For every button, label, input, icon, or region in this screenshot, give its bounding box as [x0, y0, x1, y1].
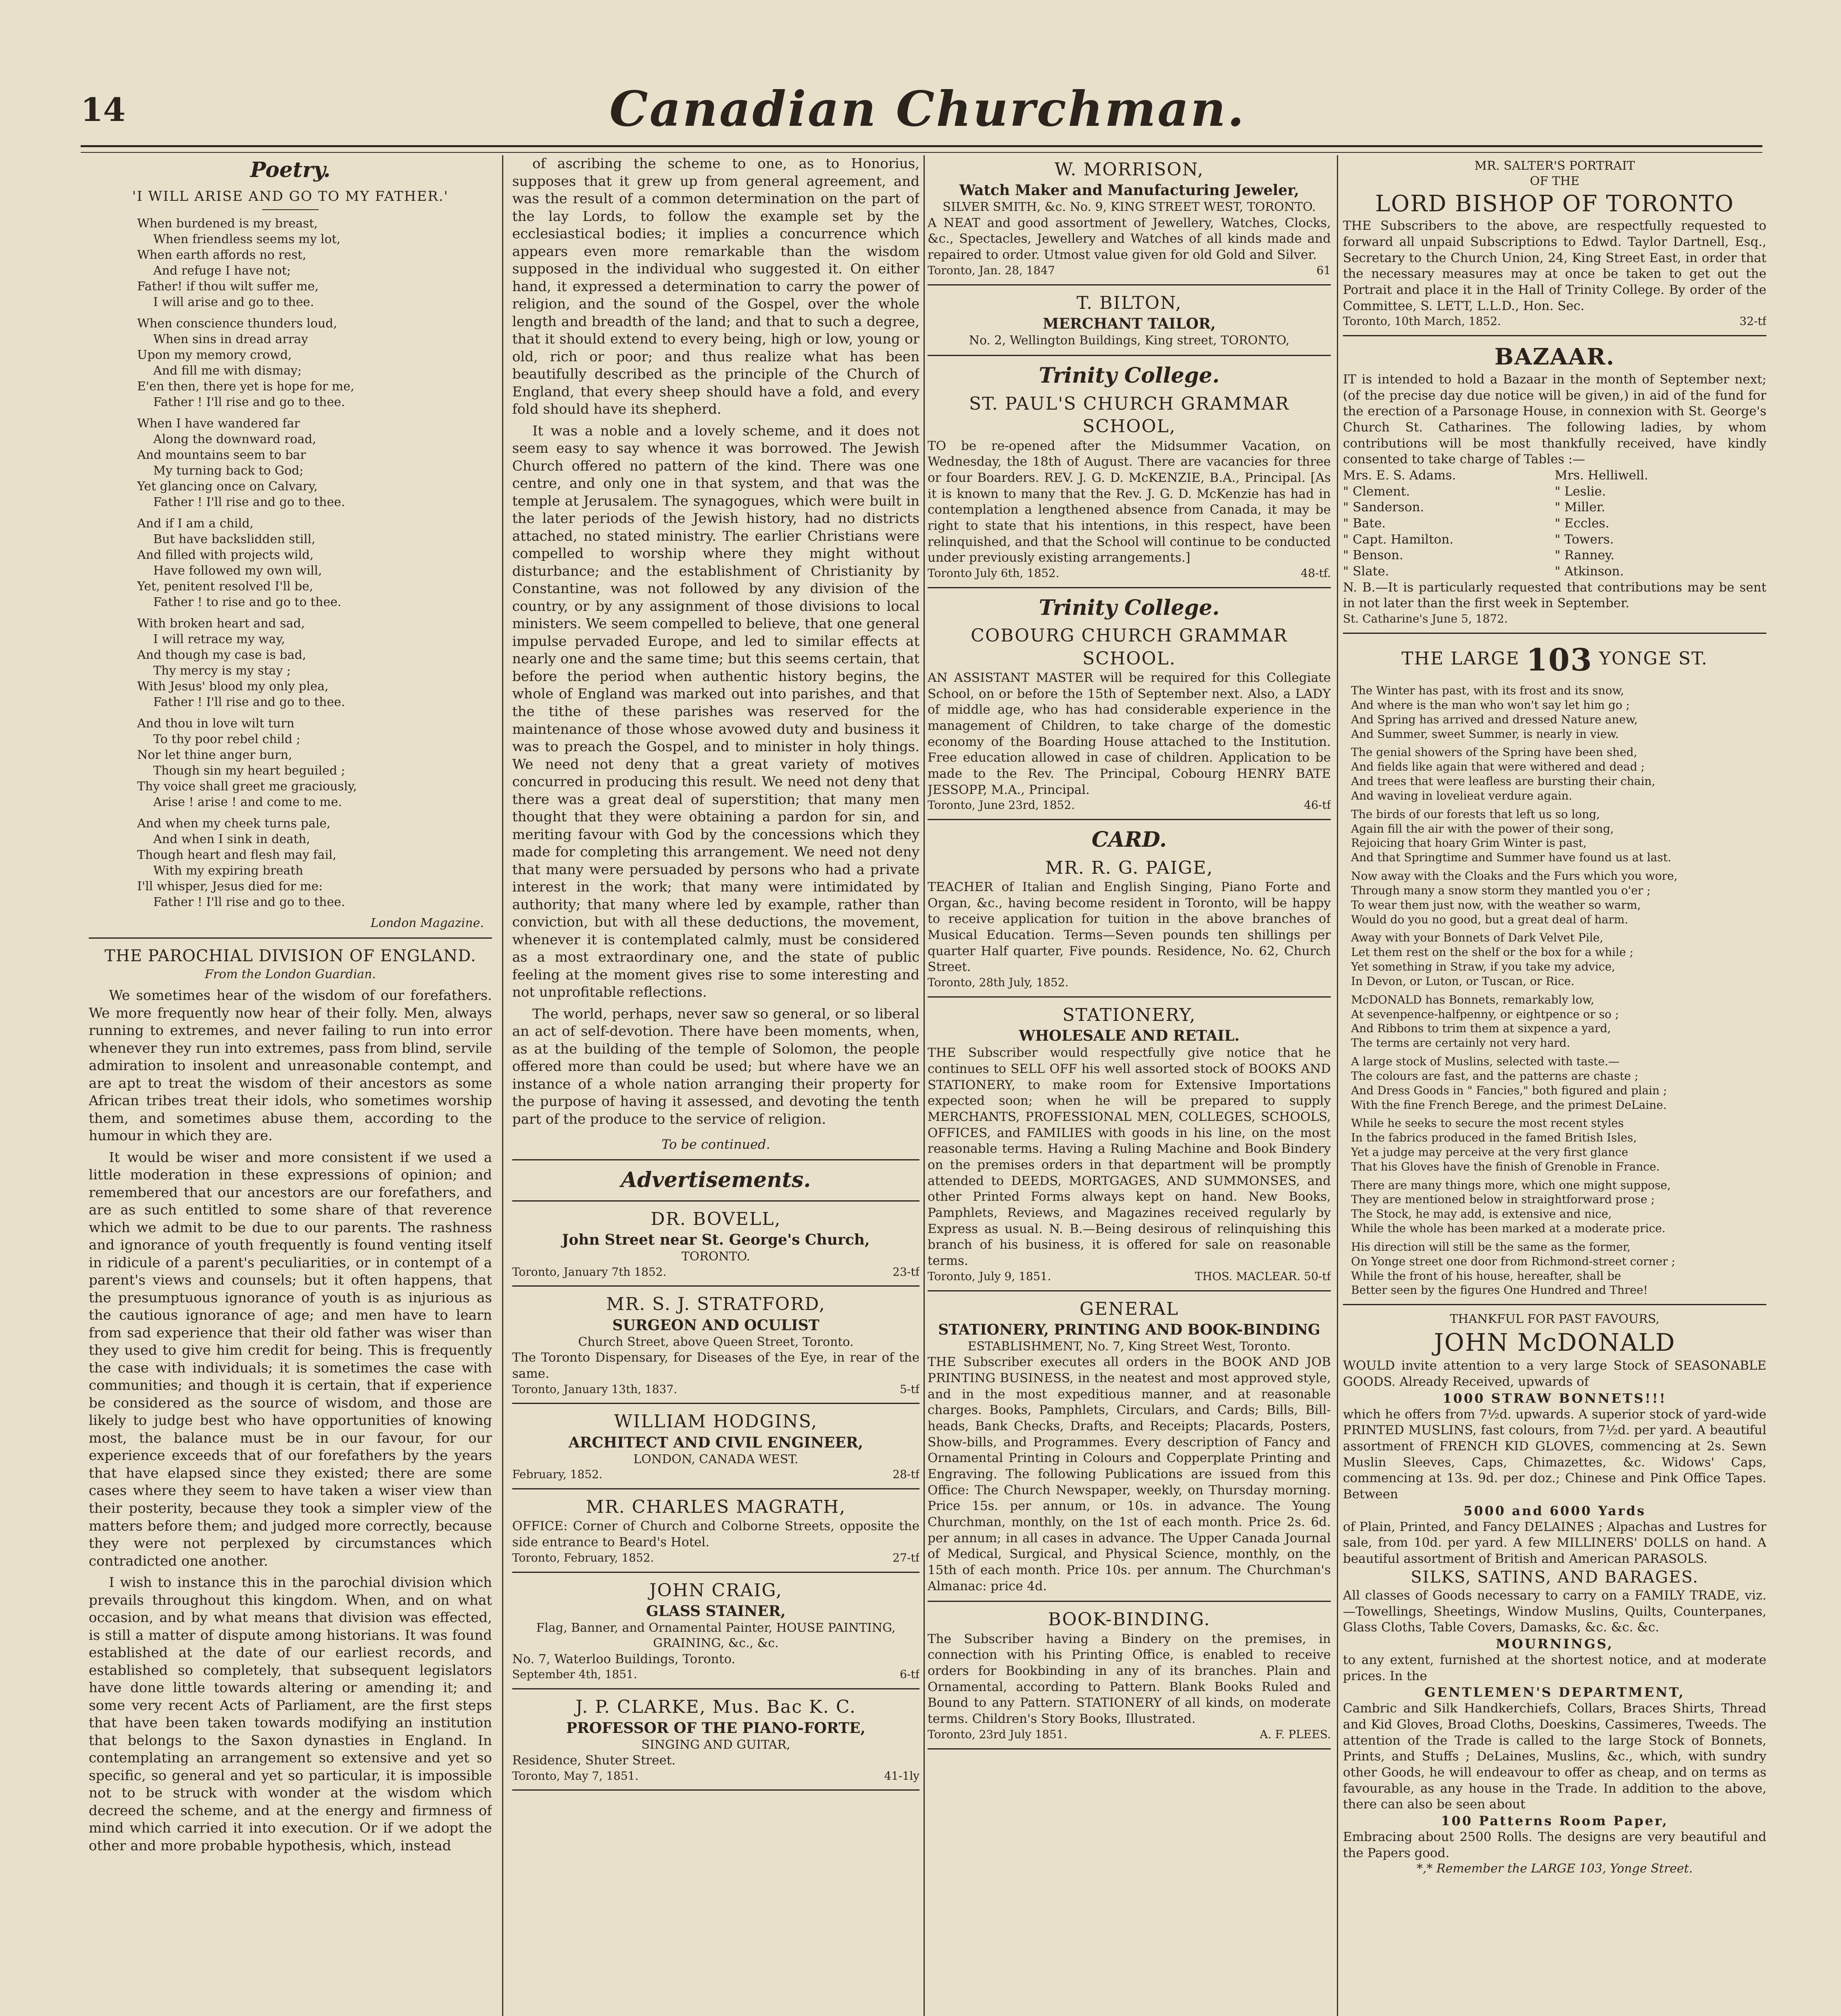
- verse-line: They are mentioned below in straightforward prose ;: [1351, 1193, 1655, 1206]
- verse-line: With the fine French Berege, and the primest DeLaine.: [1351, 1098, 1667, 1112]
- ad-body: Cambric and Silk Handkerchiefs, Collars, Braces Shirts, Thread and Kid Gloves, Broad Cloths, Doeskins, Cassimeres, Tweeds. The attention of the Trade is called to the large Stock of Bonnets, Prints, and Stuffs ; DeLaines, Muslins, &c., which, with sundry other Goods, he will endeavour to offer as cheap, and on terms as favourable, as any house in the Trade. In addition to the above, there can also be seen about: [1343, 1701, 1766, 1812]
- ad-of: OF THE: [1530, 174, 1580, 189]
- poem-line: Thy voice shall greet me graciously,: [137, 779, 357, 794]
- poem-line: With broken heart and sad,: [137, 616, 305, 631]
- ad-body: TEACHER of Italian and English Singing, Piano Forte and Organ, &c., having become resident in Toronto, will be happy to receive application for tuition in the above branches of Musical Education. Terms—Seven pounds ten shillings per quarter Half quarter, Five pounds. Residence, No. 62, Church Street.: [928, 880, 1331, 975]
- ad-date: Toronto, June 23rd, 1852.: [928, 798, 1075, 812]
- verse-stanza: [1351, 683, 1766, 741]
- ad-foot: [512, 1467, 919, 1482]
- verse-stanza: [1351, 1116, 1766, 1174]
- advertisement: [512, 1579, 919, 1682]
- poem-line: Father ! I'll rise and go to thee.: [153, 395, 345, 410]
- advertisement-list: [512, 1208, 919, 1791]
- ad-date: Toronto, 10th March, 1852.: [1343, 314, 1501, 328]
- ladies-list: [1343, 468, 1766, 580]
- divider: [928, 587, 1331, 588]
- column-2: [512, 155, 919, 2016]
- poem-title: 'I WILL ARISE AND GO TO MY FATHER.': [132, 188, 449, 204]
- ad-detail: ESTABLISHMENT, No. 7, King Street West, Toronto.: [967, 1339, 1291, 1354]
- verse-line: And that Springtime and Summer have found us at last.: [1351, 851, 1672, 864]
- ad-pre: THANKFUL FOR PAST FAVOURS,: [1450, 1312, 1660, 1327]
- poem-line: Upon my memory crowd,: [137, 348, 292, 362]
- ad-trinity1: [928, 362, 1331, 580]
- advertisement: [512, 1293, 919, 1396]
- ad-highlight: GENTLEMEN'S DEPARTMENT,: [1424, 1685, 1685, 1700]
- ad-subtitle: ARCHITECT AND CIVIL ENGINEER,: [568, 1434, 863, 1451]
- advertisement: [512, 1208, 919, 1279]
- advertisement: [512, 1410, 919, 1482]
- ad-name: JOHN CRAIG,: [649, 1580, 783, 1601]
- poem-line: Father ! I'll rise and go to thee.: [153, 695, 345, 710]
- ad-mcdonald: [1343, 1312, 1766, 1876]
- ad-foot: [928, 798, 1331, 812]
- poem-line: When sins in dread array: [153, 332, 308, 347]
- poem-line: And though my case is bad,: [137, 648, 306, 662]
- poem-stanza: [137, 316, 492, 410]
- ad-morrison: [928, 158, 1331, 278]
- ad-name: JOHN McDONALD: [1434, 1328, 1676, 1357]
- verse-line: The Winter has past, with its frost and its snow,: [1351, 684, 1624, 698]
- ad-ref: 46-tf: [1304, 798, 1331, 812]
- ad-subtitle: MERCHANT TAILOR,: [1042, 315, 1216, 332]
- ad-date: Toronto, February, 1852.: [512, 1551, 654, 1564]
- poem-stanza: [137, 716, 492, 810]
- ad-name: J. P. CLARKE, Mus. Bac K. C.: [575, 1697, 856, 1718]
- poem-line: I will arise and go to thee.: [153, 295, 314, 310]
- ladies-right: [1555, 468, 1766, 580]
- ad-ref: 23-tf: [892, 1265, 919, 1279]
- lady-name: " Towers.: [1555, 532, 1614, 547]
- poetry-heading: Poetry.: [250, 158, 331, 182]
- verse-line: Better seen by the figures One Hundred and Three!: [1351, 1283, 1648, 1297]
- divider: [1343, 633, 1766, 634]
- verse-line: Now away with the Cloaks and the Furs which you wore,: [1351, 869, 1678, 883]
- column-3: [928, 155, 1331, 2016]
- poem-line: When I have wandered far: [137, 417, 300, 431]
- verse-line: And trees that were leafless are bursting their chain,: [1351, 775, 1655, 788]
- ad-ref: 32-tf: [1739, 314, 1766, 328]
- poem-line: With Jesus' blood my only plea,: [137, 679, 329, 694]
- yonge-number: 103: [1526, 641, 1593, 678]
- poem-line: Along the downward road,: [153, 432, 316, 447]
- verse-line: A large stock of Muslins, selected with taste.—: [1351, 1055, 1620, 1068]
- article-body-continued: [512, 155, 919, 1128]
- poem-line: And mountains seem to bar: [137, 448, 306, 462]
- advertisement: [512, 1496, 919, 1565]
- verse-line: And waving in lovelieat verdure again.: [1351, 789, 1572, 802]
- verse-stanza: [1351, 807, 1766, 865]
- ad-name: GENERAL: [1079, 1298, 1179, 1319]
- lady-name: Mrs. Helliwell.: [1555, 468, 1648, 483]
- divider: [512, 1572, 919, 1573]
- poem-stanza: [137, 816, 492, 910]
- divider: [512, 1285, 919, 1287]
- ad-ref: 61: [1316, 263, 1331, 277]
- poem-line: And if I am a child,: [137, 516, 254, 531]
- lady-name: " Bate.: [1343, 516, 1386, 531]
- poem-stanza: [137, 416, 492, 510]
- divider: [512, 1403, 919, 1404]
- ad-name: BAZAAR.: [1494, 344, 1615, 371]
- ad-name: STATIONERY,: [1062, 1004, 1196, 1025]
- article-paragraph: It would be wiser and more consistent if we used a little moderation in these expressions of opinion; and remembered that our ancestors are our forefathers, and are as such entitled to some share of that reverence which we admit to be due to our parents. The rashness and ignorance of youth frequently is found venting itself in ridicule of a parent's peculiarities, or in contempt of a parent's views and counsels; but it often happens, that the presumptuous ignorance of youth is as injurious as the cautious ignorance of age; and men have to learn from sad experience that their old father was wiser than they used to give him credit for being. This is frequently the case with individuals; it is sometimes the case with communities; and though it is certain, that if experience be considered as the source of wisdom, and those are likely to judge best who have opportunities of knowing most, the balance must be in our favour, for our experience exceeds that of our forefathers by the years that have elapsed since they existed; there are some cases where they seem to have taken a wiser view than their posterity, because they took a simpler view of the matters before them; and judged more correctly, because they were not perplexed by circumstances which contradicted one another.: [89, 1149, 492, 1569]
- divider: [512, 1159, 919, 1160]
- poem-line: Though heart and flesh may fail,: [137, 848, 337, 862]
- verse-line: In Devon, or Luton, or Tuscan, or Rice.: [1351, 974, 1574, 988]
- divider: [928, 996, 1331, 998]
- verse-line: While he seeks to secure the most recent styles: [1351, 1116, 1624, 1130]
- ad-ref: 41-1ly: [884, 1769, 919, 1783]
- ad-name: W. MORRISON,: [1054, 159, 1204, 180]
- ad-body: Residence, Shuter Street.: [512, 1753, 676, 1768]
- ad-binding: [928, 1608, 1331, 1741]
- poem-line: And when my cheek turns pale,: [137, 816, 331, 831]
- article-paragraph: The world, perhaps, never saw so general, or so liberal an act of self-devotion. There have been moments, when, as at the building of the temple of Solomon, the people offered more than could be used; but where have we an instance of a whole nation arranging their property for the purpose of having it assessed, and devoting the tenth part of the produce to the service of religion.: [512, 1006, 919, 1127]
- lady-name: " Benson.: [1343, 548, 1403, 563]
- ad-body: The Subscriber having a Bindery on the premises, in connection with his Printing Office, is enabled to receive orders for Bookbinding in any of its branches. Plain and Ornamental, according to Pattern. Blank Books Ruled and Bound to any Pattern. STATIONERY of all kinds, on moderate terms. Children's Story Books, Illustrated.: [928, 1631, 1331, 1727]
- ad-name: MR. R. G. PAIGE,: [1045, 857, 1213, 878]
- article-source: From the London Guardian.: [204, 967, 376, 981]
- verse-line: Let them rest on the shelf or the box for a while ;: [1351, 946, 1634, 959]
- divider: [928, 1748, 1331, 1749]
- poem-line: And when I sink in death,: [153, 832, 310, 847]
- advertisements-heading: Advertisements.: [621, 1168, 811, 1193]
- article-paragraph: I wish to instance this in the parochial division which prevails throughout this kingdom. When, and on what occasion, and by what means that division was effected, is still a matter of dispute among historians. It was found established at the date of our earliest records, and established so completely, that subsequent legislators have done little towards altering or amending it; and some very recent Acts of Parliament, are the first steps that have been taken towards modifying an institution that belongs to the Saxon dynasties in England. In contemplating an arrangement so extensive and yet so specific, so general and yet so particular, it is impossible not to be struck with wonder at the wisdom which decreed the scheme, and at the energy and firmness of mind which carried it into execution. Or if we adopt the other and more probable hypothesis, which, instead: [89, 1574, 492, 1854]
- yonge-post: YONGE ST.: [1599, 648, 1708, 669]
- advertisement: [512, 1696, 919, 1783]
- verse-line: At sevenpence-halfpenny, or eightpence or so ;: [1351, 1007, 1619, 1021]
- ad-foot: [928, 1269, 1331, 1284]
- ad-date: Toronto, 28th July, 1852.: [928, 976, 1069, 989]
- poem-line: I'll whisper, Jesus died for me:: [137, 879, 323, 894]
- ad-date: September 4th, 1851.: [512, 1668, 637, 1681]
- ad-name: MR. CHARLES MAGRATH,: [586, 1497, 846, 1518]
- poem-line: Yet glancing once on Calvary,: [137, 479, 318, 494]
- verse-line: Through many a snow storm they mantled you o'er ;: [1351, 883, 1651, 897]
- poem-line: Father! if thou wilt suffer me,: [137, 279, 319, 294]
- ad-highlight: SILKS, SATINS, AND BARAGES.: [1411, 1568, 1699, 1587]
- ad-detail: No. 2, Wellington Buildings, King street, TORONTO,: [969, 333, 1290, 348]
- ad-note: N. B.—It is particularly requested that contributions may be sent in not later than the first week in September.: [1343, 580, 1766, 611]
- column-4: [1343, 155, 1766, 2016]
- ad-highlight: 5000 and 6000 Yards: [1463, 1503, 1646, 1518]
- lady-name: " Sanderson.: [1343, 500, 1424, 515]
- verse-stanza: [1351, 931, 1766, 988]
- poem-line: My turning back to God;: [153, 464, 304, 478]
- ad-date: Toronto July 6th, 1852.: [928, 566, 1059, 580]
- poem-line: Father ! I'll rise and go to thee.: [153, 495, 345, 510]
- lady-name: " Slate.: [1343, 564, 1389, 579]
- verse-stanza: [1351, 1178, 1766, 1236]
- lady-name: " Clement.: [1343, 484, 1410, 499]
- ad-date: St. Catharine's June 5, 1872.: [1343, 612, 1508, 626]
- ad-name: DR. BOVELL,: [651, 1208, 781, 1229]
- divider: [89, 937, 492, 939]
- yonge-pre: THE LARGE: [1401, 648, 1520, 669]
- page-number: 14: [81, 91, 126, 129]
- article-title: THE PAROCHIAL DIVISION OF ENGLAND.: [104, 947, 476, 966]
- ad-body: IT is intended to hold a Bazaar in the month of September next; (of the precise day due notice will be given,) in aid of the fund for the erection of a Parsonage House, in connexion with St. George's Church St. Catharines. The following ladies, by whom contributions will be most thankfully received, have kindly consented to take charge of Tables :—: [1343, 372, 1766, 467]
- divider: [928, 284, 1331, 285]
- ad-ref: 48-tf.: [1301, 566, 1331, 580]
- ad-subtitle: Watch Maker and Manufacturing Jeweler,: [959, 182, 1299, 199]
- verse-line: Yet a judge may perceive at the very first glance: [1351, 1145, 1628, 1159]
- poem-line: Arise ! arise ! and come to me.: [153, 795, 342, 810]
- ad-name: WILLIAM HODGINS,: [614, 1411, 818, 1432]
- poem-line: E'en then, there yet is hope for me,: [137, 379, 354, 394]
- ad-date: Toronto, July 9, 1851.: [928, 1269, 1051, 1283]
- poem-line: With my expiring breath: [153, 864, 303, 878]
- verse-line: Would do you no good, but a great deal of harm.: [1351, 912, 1628, 926]
- verse-line: And Ribbons to trim them at sixpence a yard,: [1351, 1022, 1611, 1035]
- verse-line: There are many things more, which one might suppose,: [1351, 1178, 1671, 1192]
- ad-name: BOOK-BINDING.: [1048, 1609, 1211, 1630]
- divider: [512, 1688, 919, 1689]
- verse-line: McDONALD has Bonnets, remarkably low,: [1351, 993, 1595, 1006]
- divider: [928, 1601, 1331, 1602]
- verse-line: That his Gloves have the finish of Grenoble in France.: [1351, 1160, 1660, 1173]
- ad-heading: Trinity College.: [1038, 363, 1220, 388]
- column-divider: [924, 155, 925, 2016]
- poem-line: And fill me with dismay;: [153, 364, 302, 378]
- article-paragraph: We sometimes hear of the wisdom of our forefathers. We more frequently now hear of their folly. Men, always running to extremes, and never failing to run into error whenever they run into extremes, pass from blind, servile admiration to insolent and unreasonable contempt, and are apt to treat the wisdom of their ancestors as some African tribes treat their idols, who sometimes worship them, and sometimes abuse them, according to the humour in which they are.: [89, 987, 492, 1144]
- article-paragraph: It was a noble and a lovely scheme, and it does not seem easy to say whence it was borrowed. The Jewish Church offered no pattern of the kind. There was one centre, and only one in that system, and that was the temple at Jerusalem. The synagogues, which were built in the later periods of the Jewish history, had no districts attached, no stated ministry. The earlier Christians were compelled to worship where they might without disturbance; and the establishment of Christianity by Constantine, was not followed by any division of the country, or by any assignment of those divisions to local ministers. We seem compelled to believe, that one general impulse pervaded Europe, and led to similar effects at nearly one and the same time; but this seems certain, that before the period when authentic history begins, the whole of England was marked out into parishes, and that the tithe of these parishes was reserved for the maintenance of those whose avowed duty and business it was to preach the Gospel, and to minister in holy things. We need not deny that a great variety of motives concurred in producing this result. We need not deny that there was a great deal of superstition; that many men thought that they were obtaining a pardon for sin, and meriting favour with God by the concessions which they made for completing this arrangement. We need not deny that many were persuaded by persons who had a private interest in the work; that many were intimidated by authority; that many where led by example, rather than conviction, but with all these deductions, the movement, whenever it is contemplated calmly, must be considered as a most extraordinary one, and the state of public feeling at the moment gives rise to some interesting and not unprofitable reflections.: [512, 423, 919, 1001]
- lady-name: " Leslie.: [1555, 484, 1606, 499]
- ad-subtitle: PROFESSOR OF THE PIANO-FORTE,: [566, 1719, 865, 1737]
- poem-line: Have followed my own will,: [153, 564, 322, 578]
- poem-line: Nor let thine anger burn,: [137, 748, 292, 762]
- ad-salter-portrait: [1343, 158, 1766, 329]
- masthead: [81, 81, 1774, 149]
- lady-name: " Atkinson.: [1555, 564, 1624, 579]
- divider: [1343, 335, 1766, 336]
- ad-ref: 6-tf: [900, 1668, 919, 1681]
- verse-line: On Yonge street one door from Richmond-street corner ;: [1351, 1254, 1675, 1268]
- divider: [928, 819, 1331, 820]
- poem-line: Yet, penitent resolved I'll be,: [137, 579, 313, 594]
- verse-line: To wear them just now, with the weather so warm,: [1351, 898, 1641, 912]
- verse-line: And fields like again that were withered and dead ;: [1351, 760, 1645, 774]
- poem-line: And filled with projects wild,: [137, 548, 314, 562]
- ad-body: of Plain, Printed, and Fancy DELAINES ; Alpachas and Lustres for sale, from 10d. per yard. A few MILLINERS' DOLLS on hand. A beautiful assortment of British and American PARASOLS.: [1343, 1519, 1766, 1566]
- ad-yonge-street: [1343, 640, 1766, 1297]
- lady-name: " Capt. Hamilton.: [1343, 532, 1454, 547]
- verse-line: While the whole has been marked at a moderate price.: [1351, 1222, 1666, 1235]
- ad-body: THE Subscriber would respectfully give notice that he continues to SELL OFF his well assorted stock of BOOKS AND STATIONERY, to make room for Extensive Importations expected soon; when he will be prepared to supply MERCHANTS, PROFESSIONAL MEN, COLLEGES, SCHOOLS, OFFICES, and FAMILIES with goods in his line, on the most reasonable terms. Having a Ruling Machine and Book Bindery on the premises orders in that department will be promptly attended to DEEDS, MORTGAGES, AND SUMMONSES, and other Printed Forms always kept on hand. New Books, Pamphlets, Reviews, and Magazines received regularly by Express as usual. N. B.—Being desirous of relinquishing this branch of his business, it is offered for sale on reasonable terms.: [928, 1045, 1331, 1268]
- ad-body: to any extent, furnished at the shortest notice, and at moderate prices. In the: [1343, 1652, 1766, 1683]
- poem-line: Father ! I'll rise and go to thee.: [153, 895, 345, 910]
- poem-stanza: [137, 616, 492, 710]
- verse-line: Away with your Bonnets of Dark Velvet Pile,: [1351, 931, 1603, 945]
- article-body: [89, 987, 492, 1855]
- ad-subtitle: STATIONERY, PRINTING AND BOOK-BINDING: [938, 1321, 1320, 1338]
- ad-body: WOULD invite attention to a very large Stock of SEASONABLE GOODS. Already Received, upwards of: [1343, 1358, 1766, 1389]
- verse-line: The Stock, he may add, is extensive and nice,: [1351, 1207, 1612, 1221]
- poem-line: And thou in love wilt turn: [137, 716, 294, 731]
- verse-line: Again fill the air with the power of their song,: [1351, 822, 1614, 835]
- ad-pre: MR. SALTER'S PORTRAIT: [1474, 159, 1635, 173]
- ad-subtitle: SURGEON AND OCULIST: [612, 1316, 819, 1334]
- ad-name: LORD BISHOP OF TORONTO: [1375, 190, 1734, 217]
- ad-body: THE Subscriber executes all orders in the BOOK AND JOB PRINTING BUSINESS, in the neatest and most approved style, and in the most expeditious manner, and at reasonable charges. Books, Pamphlets, Circulars, and Cards; Bills, Bill-heads, Bank Checks, Drafts, and Receipts; Placards, Posters, Show-bills, and Programmes. Every description of Fancy and Ornamental Printing in Colours and Copperplate Printing and Engraving. The following Publications are issued from this Office: The Church Newspaper, weekly, on Thursday morning. Price 15s. per annum, or 10s. in advance. The Young Churchman, monthly, on the 1st of each month. Price 2s. 6d. per annum; in all cases in advance. The Upper Canada Journal of Medical, Surgical, and Physical Science, monthly, on the 15th of each month. Price 10s. per annum. The Churchman's Almanac: price 4d.: [928, 1355, 1331, 1593]
- lady-name: " Miller.: [1555, 500, 1605, 515]
- ad-ref: THOS. MACLEAR. 50-tf: [1195, 1269, 1331, 1283]
- lady-name: " Eccles.: [1555, 516, 1610, 531]
- verse-stanza: [1351, 1054, 1766, 1112]
- ad-highlight: 1000 STRAW BONNETS!!!: [1443, 1390, 1667, 1406]
- ad-paige: [928, 827, 1331, 990]
- divider: [262, 209, 319, 210]
- ad-detail: Flag, Banner, and Ornamental Painter, HOUSE PAINTING, GRAINING, &c., &c.: [536, 1620, 896, 1651]
- verse-stanza: [1351, 869, 1766, 927]
- ad-date: Toronto, 23rd July 1851.: [928, 1727, 1067, 1741]
- poem-line: And refuge I have not;: [153, 264, 291, 278]
- ad-detail: SILVER SMITH, &c. No. 9, KING STREET WEST, TORONTO.: [942, 200, 1316, 215]
- verse-line: The genial showers of the Spring have been shed,: [1351, 746, 1637, 759]
- ad-date: February, 1852.: [512, 1468, 603, 1481]
- ad-bazaar: [1343, 343, 1766, 626]
- ad-foot: [1343, 612, 1766, 626]
- poem-line: Though sin my heart beguiled ;: [153, 764, 345, 778]
- verse-line: His direction will still be the same as the former,: [1351, 1240, 1631, 1254]
- ad-name: T. BILTON,: [1076, 292, 1182, 313]
- ad-trinity2: [928, 595, 1331, 812]
- verse-line: Yet something in Straw, if you take my advice,: [1351, 960, 1616, 974]
- poem-line: But have backslidden still,: [153, 532, 315, 547]
- poem-line: I will retrace my way,: [153, 632, 285, 647]
- verse-stanza: [1351, 993, 1766, 1050]
- poem-line: Thy mercy is my stay ;: [153, 664, 291, 678]
- ladies-left: [1343, 468, 1555, 580]
- ad-stationery: [928, 1004, 1331, 1284]
- ad-heading: Trinity College.: [1038, 595, 1220, 620]
- ad-body: AN ASSISTANT MASTER will be required for this Collegiate School, on or before the 15th of September next. Also, a LADY of middle age, who has had considerable experience in the management of Children, to take charge of the domestic economy of the Boarding House attached to the Institution. Free education allowed in case of children. Application to be made to the Rev. The Principal, Cobourg HENRY BATE JESSOPP, M.A., Principal.: [928, 670, 1331, 797]
- ad-date: Toronto, Jan. 28, 1847: [928, 263, 1055, 277]
- verse-stanza: [1351, 1240, 1766, 1297]
- ad-body: which he offers from 7½d. upwards. A superior stock of yard-wide PRINTED MUSLINS, fast colours, from 7½d. per yard. A beautiful assortment of FRENCH KID GLOVES, commencing at 2s. Sewn Muslin Sleeves, Caps, Chimazettes, &c. Widows' Caps, commencing at 13s. 9d. per doz.; Chinese and Pink Office Tapes. Between: [1343, 1407, 1766, 1502]
- divider: [1343, 1304, 1766, 1305]
- ad-foot: [512, 1551, 919, 1565]
- poem-line: When burdened is my breast,: [137, 217, 318, 231]
- ad-name: [1343, 640, 1766, 679]
- ad-foot: [1343, 314, 1766, 329]
- divider: [928, 1290, 1331, 1291]
- column-divider: [1337, 155, 1338, 2016]
- ad-foot: [928, 975, 1331, 990]
- poem-line: When earth affords no rest,: [137, 248, 306, 262]
- column-divider: [502, 155, 503, 2016]
- divider: [512, 1789, 919, 1791]
- verse-line: In the fabrics produced in the famed British Isles,: [1351, 1131, 1637, 1145]
- ad-name: ST. PAUL'S CHURCH GRAMMAR SCHOOL,: [969, 393, 1290, 437]
- ad-ref: A. F. PLEES.: [1259, 1727, 1331, 1741]
- article-paragraph: of ascribing the scheme to one, as to Honorius, supposes that it grew up from general agreement, and was the result of a common determination on the part of the lay Lords, to follow the example set by the ecclesiastical bodies; it implies a concurrence which appears even more remarkable than the wisdom supposed in the individual who suggested it. On either hand, it expressed a determination to carry the power of religion, and the sound of the Gospel, over the whole length and breadth of the land; and that to such a degree, that it should extend to every being, high or low, young or old, rich or poor; and thus realize what has been beautifully described as the principle of the Church of England, that every sheep should have a fold, and every fold should have its shepherd.: [512, 156, 919, 418]
- divider: [928, 355, 1331, 356]
- ad-detail: LONDON, CANADA WEST.: [633, 1452, 799, 1466]
- poem-line: When conscience thunders loud,: [137, 317, 337, 331]
- masthead-rule: [81, 145, 1762, 153]
- poem-stanza: [137, 516, 492, 610]
- ad-ref: 28-tf: [892, 1468, 919, 1481]
- ad-date: Toronto, May 7, 1851.: [512, 1769, 639, 1783]
- ad-name: MR. S. J. STRATFORD,: [606, 1294, 826, 1315]
- yonge-verses: [1343, 683, 1766, 1297]
- verse-line: And Dress Goods in " Fancies," both figured and plain ;: [1351, 1083, 1667, 1097]
- ad-ref: 5-tf: [900, 1382, 919, 1396]
- ad-detail: Church Street, above Queen Street, Toronto.: [578, 1335, 854, 1349]
- ad-subtitle: WHOLESALE AND RETAIL.: [1019, 1027, 1240, 1045]
- ad-name: COBOURG CHURCH GRAMMAR SCHOOL.: [971, 625, 1288, 669]
- ad-detail: SINGING AND GUITAR,: [641, 1737, 790, 1752]
- ad-foot: [512, 1667, 919, 1682]
- column-1: [89, 155, 492, 2016]
- verse-line: And where is the man who won't say let him go ;: [1351, 698, 1630, 712]
- ad-body: No. 7, Waterloo Buildings, Toronto.: [512, 1652, 736, 1666]
- ad-body: OFFICE: Corner of Church and Colborne Streets, opposite the side entrance to Beard's Hotel.: [512, 1519, 919, 1550]
- ad-heading: CARD.: [1091, 827, 1167, 852]
- poem-attribution: London Magazine.: [370, 916, 484, 931]
- to-be-continued: To be continued.: [661, 1137, 770, 1152]
- ad-foot: [512, 1382, 919, 1397]
- lady-name: " Ranney.: [1555, 548, 1615, 563]
- poem-line: When friendless seems my lot,: [153, 232, 341, 247]
- verse-line: Rejoicing that hoary Grim Winter is past,: [1351, 836, 1587, 850]
- lady-name: Mrs. E. S. Adams.: [1343, 468, 1456, 483]
- verse-stanza: [1351, 745, 1766, 803]
- ad-subtitle: John Street near St. George's Church,: [562, 1231, 870, 1249]
- advertisement-list: [928, 158, 1331, 1749]
- ad-bilton: [928, 292, 1331, 349]
- poem: [89, 216, 492, 910]
- ad-foot: [512, 1265, 919, 1279]
- verse-line: The terms are certainly not very hard.: [1351, 1036, 1570, 1050]
- poem-line: To thy poor rebel child ;: [153, 732, 300, 747]
- newspaper-title: Canadian Churchman.: [609, 81, 1246, 137]
- ad-body: All classes of Goods necessary to carry on a FAMILY TRADE, viz.—Towellings, Sheetings, Window Muslins, Quilts, Counterpanes, Glass Cloths, Table Covers, Damasks, &c. &c. &c.: [1343, 1588, 1766, 1635]
- ad-detail: TORONTO.: [681, 1250, 751, 1264]
- verse-line: The birds of our forests that left us so long,: [1351, 807, 1600, 821]
- ad-body: Embracing about 2500 Rolls. The designs are very beautiful and the Papers good.: [1343, 1829, 1766, 1860]
- ad-foot: [928, 263, 1331, 278]
- divider: [512, 1200, 919, 1202]
- ad-body: A NEAT and good assortment of Jewellery, Watches, Clocks, &c., Spectacles, Jewellery and Watches of all kinds made and repaired to order. Utmost value given for old Gold and Silver.: [928, 215, 1331, 262]
- poem-line: Father ! to rise and go to thee.: [153, 595, 342, 610]
- divider: [512, 1488, 919, 1489]
- ad-remember: *,* Remember the LARGE 103, Yonge Street.: [1416, 1862, 1693, 1876]
- verse-line: And Spring has arrived and dressed Nature anew,: [1351, 712, 1638, 726]
- ad-highlight: MOURNINGS,: [1496, 1636, 1614, 1652]
- ad-body: The Toronto Dispensary, for Diseases of the Eye, in rear of the same.: [512, 1350, 919, 1381]
- ad-body: TO be re-opened after the Midsummer Vacation, on Wednesday, the 18th of August. There are vacancies for three or four Boarders. REV. J. G. D. McKENZIE, B.A., Principal. [As it is known to many that the Rev. J. G. D. McKenzie has had in contemplation a lengthened absence from Canada, it may be right to state that his intentions, in this respect, have been relinquished, and that the School will continue to be conducted under previously existing arrangements.]: [928, 438, 1331, 565]
- verse-line: And Summer, sweet Summer, is nearly in view.: [1351, 727, 1619, 741]
- ad-foot: [928, 566, 1331, 581]
- ad-body: THE Subscribers to the above, are respectfully requested to forward all unpaid Subscriptions to Edwd. Taylor Dartnell, Esq., Secretary to the Church Union, 24, King Street East, in order that the necessary measures may at once be taken to get out the Portrait and place it in the Hall of Trinity College. By order of the Committee, S. LETT, L.L.D., Hon. Sec.: [1343, 219, 1766, 313]
- poem-stanza: [137, 216, 492, 310]
- ad-subtitle: GLASS STAINER,: [646, 1602, 786, 1620]
- ad-date: Toronto, January 13th, 1837.: [512, 1382, 678, 1396]
- verse-line: The colours are fast, and the patterns are chaste ;: [1351, 1069, 1639, 1083]
- ad-foot: [512, 1769, 919, 1783]
- verse-line: While the front of his house, hereafter, shall be: [1351, 1269, 1621, 1283]
- ad-highlight: 100 Patterns Room Paper,: [1441, 1813, 1668, 1829]
- ad-date: Toronto, January 7th 1852.: [512, 1265, 667, 1279]
- ad-general: [928, 1298, 1331, 1595]
- ad-foot: [928, 1727, 1331, 1742]
- ad-ref: 27-tf: [892, 1551, 919, 1564]
